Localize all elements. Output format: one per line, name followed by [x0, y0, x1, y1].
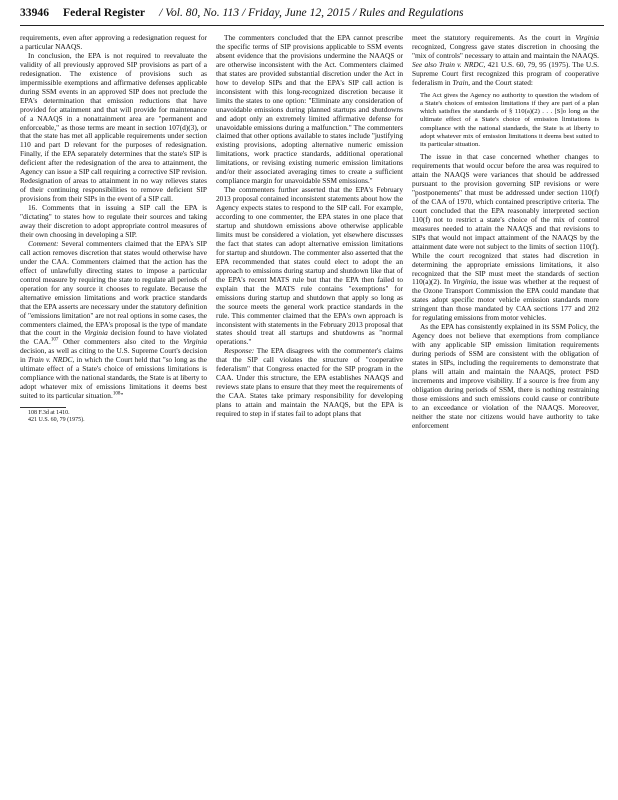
paragraph: 16. Comments that in issuing a SIP call the EPA is "dictating" to states how to regulate their sources and taking away their discretion to adopt appropriate control measures of their own choosing in developing a SIP.	[20, 203, 207, 239]
paragraph	[412, 153, 599, 323]
text-run: The issue in that case concerned whether changes to requirements that would occur before the area was required to attain the NAAQS were variances that should be addressed pursuant to the provision governing SIP revisions or were "postponements" that must be addressed under section 110(f) of the CAA of 1970, which contained prescriptive criteria. The court concluded that the EPA reasonably interpreted section 110(f) not to restrict a state's choice of the mix of control measures needed to attain the NAAQS and that revisions to SIPs that would not impact attainment of the NAAQS by the attainment date were not subject to the limits of section 110(f). While the court recognized that states had discretion in determining the appropriate emissions limitations, it also recognized that the SIP must meet the standards of section 110(a)(2). In	[412, 152, 599, 287]
footnote-ref: 108	[112, 391, 121, 397]
response-label: Response:	[224, 346, 255, 356]
footnote: 108 F.3d at 1410.	[28, 410, 70, 417]
text-run: Other commenters also cited to the	[58, 337, 184, 347]
page-number: 33946	[20, 6, 49, 19]
text-run: Several commenters claimed that the EPA's SIP call action removes discretion that states would otherwise have under the CAA. Commenters claimed that the action has the effect of unlawfully directing states to impose a particular control measure by requiring the state to regulate all periods of operation for any source it chooses to regulate. Because the alternative emission limitations and work practice standards that the EPA asserts are necessary under the statutory definition of "emissions limitation" are not real options in some cases, the commenters claimed, the EPA's proposal is the type of mandate that the court in the	[20, 238, 207, 338]
text-run: in which the Court held that "so long as the ultimate effect of a State's choice of emissions limitations is compliance with the national standards, the State is at liberty to adopt whatever mix of emissions limitations it deems best suited to its particular situation.	[20, 355, 207, 401]
paragraph: The commenters further asserted that the EPA's February 2013 proposal contained inconsistent statements about how the Agency expects states to respond to the SIP call. For example, according to one commenter, the EPA states in one place that startup and shutdown emissions above otherwise applicable limits must be considered a violation, yet elsewhere discusses the fact that states can adopt alternative emission limitations for startup and shutdown. The commenter also asserted that the EPA recommended that states could elect to adopt the an approach to emissions during startup and shutdown like that of the EPA's recent MATS rule but that the EPA then failed to explain that the MATS rule contains "exemptions" for emissions during startup and shutdown that apply so long as the source meets the general work practice standards in the rule. This commenter claimed that the EPA's own approach is inconsistent with statements in the February 2013 proposal that states should treat all startups and shutdowns as "normal operations."	[216, 185, 403, 347]
footnote: 421 U.S. 60, 79 (1975).	[28, 417, 85, 424]
case-name: Train v. NRDC,	[27, 355, 75, 365]
case-name: Virginia	[183, 337, 207, 347]
case-name: Virginia	[575, 33, 599, 42]
case-name: Train,	[452, 77, 471, 87]
page-header	[20, 6, 604, 26]
paragraph	[216, 347, 403, 419]
text-run: and the Court stated:	[470, 77, 533, 87]
column-3	[412, 34, 599, 431]
issue-info: / Vol. 80, No. 113 / Friday, June 12, 2015 / Rules and Regulations	[159, 6, 464, 19]
block-quote: The Act gives the Agency no authority to question the wisdom of a State's choices of emission limitations if they are part of a plan which satisfies the standards of § 110(a)(2) . . . [S]o long as the ultimate effect of a State's choice of emission limitations is compliance with the national standards, the State is at liberty to adopt whatever mix of emission limitations it deems best suited to its particular situation.	[420, 91, 599, 148]
paragraph	[20, 240, 207, 401]
text-columns	[20, 34, 604, 431]
text-run: meet the statutory requirements. As the court in	[412, 33, 576, 42]
paragraph: requirements, even after approving a redesignation request for a particular NAAQS.	[20, 33, 207, 51]
text-run: the issue was whether at the request of the Ozone Transport Commission the EPA could mandate that states adopt specific motor vehicle emission standards more stringent than those mandated by CAA sections 177 and 202 for regulating emissions from motor vehicles.	[412, 277, 599, 323]
text-run: decision, as well as citing to the U.S. Supreme Court's decision in	[20, 346, 207, 365]
paragraph: The commenters concluded that the EPA cannot prescribe the specific terms of SIP provisions applicable to SSM events absent evidence that the provisions undermine the NAAQS or are otherwise inconsistent with the Act. Commenters claimed that states are provided substantial discretion under the Act in how to develop SIPs and that the EPA's SIP call action is inconsistent with this long-recognized discretion because it limits the states to one option: "Eliminate any consideration of unavoidable emissions during planned startups and shutdowns and adopt only an extremely limited affirmative defense for unavoidable emissions during a malfunction." The commenters claimed that other options available to states include "justifying existing provisions, adopting alternative numeric emission limitations, work practice standards, additional operational limitations, or revising existing numeric emission limitations and/or their associated averaging times to create a sufficient compliance margin for unavoidable SSM emissions."	[216, 33, 403, 186]
column-1	[20, 34, 207, 431]
paragraph: As the EPA has consistently explained in its SSM Policy, the Agency does not believe that exemptions from compliance with any applicable SIP emission limitation requirements during periods of SSM are consistent with the obligation of states in SIPs, including the requirements to demonstrate that plans will attain and maintain the NAAQS, protect PSD increments and improve visibility. If a source is free from any obligation during periods of SSM, there is nothing restraining those emissions and such emissions could cause or contribute to an exceedance or violation of the NAAQS. Moreover, neither the state nor citizens would have authority to take enforcement	[412, 322, 599, 430]
case-name: See also Train v. NRDC,	[412, 59, 486, 69]
text-run: The EPA disagrees with the commenter's claims that the SIP call violates the structure of "cooperative federalism" that Congress enacted for the SIP program in the CAA. Under this structure, the EPA establishes NAAQS and reviews state plans to ensure that they meet the requirements of the CAA. States take primary responsibility for developing plans to attain and maintain the NAAQS, but the EPA is required to step in if states fail to adopt plans that	[216, 346, 403, 419]
case-name: Virginia	[84, 328, 108, 338]
text-run: "	[120, 391, 124, 401]
text-run: recognized, Congress gave states discretion in choosing the "mix of controls" necessary to attain and maintain the NAAQS.	[412, 41, 599, 60]
journal-title: Federal Register	[62, 6, 146, 19]
paragraph: In conclusion, the EPA is not required to reevaluate the validity of all previously approved SIP provisions as part of a redesignation. The existence of provisions such as impermissible exemptions and affirmative defenses applicable during SSM events in an approved SIP does not preclude the EPA's determination that emission reductions that have provided for attainment and that will provide for maintenance of a NAAQS in a nonattainment area are "permanent and enforceable," as those terms are meant in section 107(d)(3), or that the state has met all applicable requirements under section 110 and part D relevant for the purposes of redesignation. Finally, if the EPA separately determines that the state's SIP is deficient after the redesignation of the area to attainment, the Agency can issue a SIP call requiring a corrective SIP revision. Redesignation of areas to attainment in no way relieves states of their continuing responsibilities to remove deficient SIP provisions from their SIPs in the event of a SIP call.	[20, 50, 207, 204]
paragraph	[412, 34, 599, 88]
comment-label: Comment:	[28, 238, 59, 248]
column-2	[216, 34, 403, 431]
text-run: decision found to have violated the CAA.	[20, 328, 207, 347]
footnote-ref: 107	[50, 337, 59, 343]
case-name: Virginia,	[452, 277, 479, 287]
text-run: 421 U.S. 60, 79, 95 (1975). The U.S. Supreme Court first recognized this program of cooperative federalism in	[412, 59, 599, 87]
